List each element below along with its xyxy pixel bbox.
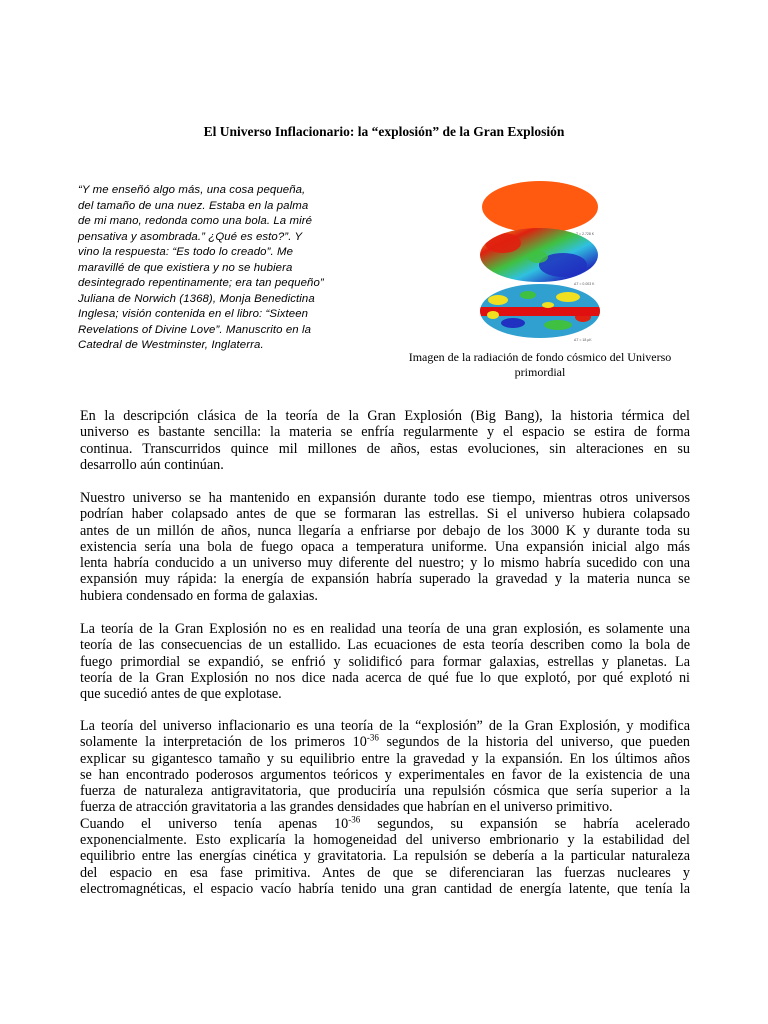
text-line: La teoría de la Gran Explosión no es en realidad una teoría de una gran explosión, es solamente una: [80, 621, 690, 637]
quote-line: Inglesa; visión contenida en el libro: “Sixteen: [78, 308, 309, 320]
text-line: continua. Transcurridos quince mil millones de años, estas evoluciones, sin alteraciones en su: [80, 440, 690, 457]
temp-label: ΔT = 18 µK: [574, 338, 592, 342]
text-line: fuego primordial se expandió, se enfrió y solidificó para formar galaxias, estrellas y planetas. La: [80, 653, 690, 670]
quote-line: Catedral de Westminster, Inglaterra.: [78, 339, 264, 351]
quote-line: del tamaño de una nuez. Estaba en la palma: [78, 199, 309, 212]
paragraph-2: [80, 490, 690, 604]
caption-line: primordial: [514, 365, 566, 379]
paragraph-1: [80, 408, 690, 473]
text-line: antes de un millón de años, nunca llegaría a enfriarse por debajo de los 3000 K y durante toda su: [80, 522, 690, 539]
text-line: universo es bastante sencilla: la materia se enfría regularmente y el espacio se estira de forma: [80, 424, 690, 441]
text-line: existencia sería una bola de fuego opaca a temperatura uniforme. Una expansión inicial algo más: [80, 538, 690, 555]
quote-line: Juliana de Norwich (1368), Monja Benedictina: [78, 292, 315, 305]
text-line: exponencialmente. Esto explicaría la homogeneidad del universo embrionario y la estabilidad del: [80, 832, 690, 849]
text-line: que sucedió antes de que explotase.: [80, 686, 282, 703]
text-line: lenta habría conducido a un universo muy diferente del nuestro; y lo mismo habría sucedido con una: [80, 555, 690, 572]
quote-line: de mi mano, redonda como una bola. La miré: [78, 215, 313, 227]
text-line: La teoría del universo inflacionario es una teoría de la “explosión” de la Gran Explosión, y modifica: [80, 718, 690, 734]
text-line: En la descripción clásica de la teoría de la Gran Explosión (Big Bang), la historia térmica del: [80, 408, 690, 424]
quote-line: desintegrado repentinamente; era tan pequeño”: [78, 277, 324, 289]
text-line: explicar su gigantesco tamaño y su equilibrio entre la gravedad y la expansión. En los últimos años: [80, 750, 690, 767]
text-line: Nuestro universo se ha mantenido en expansión durante todo ese tiempo, mientras otros universos: [80, 490, 690, 506]
quote-line: pensativa y asombrada.” ¿Qué es esto?”. Y: [78, 230, 303, 243]
text-line: fuerza de naturaleza antigravitatoria, que produciría una repulsión cósmica que sería superior a la: [80, 783, 690, 800]
quote-line: “Y me enseñó algo más, una cosa pequeña,: [78, 184, 306, 196]
text-line: desarrollo aún continúan.: [80, 456, 224, 473]
text-line: del espacio en esa fase primitiva. Antes de que se diferenciaran las fuerzas nucleares y: [80, 864, 690, 881]
uniform-map: [482, 181, 598, 233]
exponent: -36: [366, 732, 379, 743]
figure-caption: [380, 350, 700, 380]
epigraph-quote: [78, 183, 340, 354]
quote-line: Revelations of Divine Love”. Manuscrito en la: [78, 323, 312, 336]
quote-line: vino la respuesta: “Es todo lo creado”. Me: [78, 246, 294, 258]
text-line: se han encontrado poderosos argumentos teóricos y experimentales en favor de la existencia de una: [80, 766, 690, 783]
paragraph-4: [80, 718, 690, 897]
anisotropy-map: [478, 283, 604, 343]
text-line: teoría de la Gran Explosión no nos dice nada acerca de qué fue lo que explotó, por qué explotó ni: [80, 669, 690, 686]
text-line-with-exponent: [80, 734, 690, 750]
caption-line: Imagen de la radiación de fondo cósmico del Universo: [408, 350, 672, 364]
quote-line: maravillé de que existiera y no se hubiera: [78, 261, 293, 274]
text-line: equilibrio entre las energías cinética y gravitatoria. La repulsión se debería a la particular naturaleza: [80, 848, 690, 865]
text-line: expansión muy rápida: la energía de expansión habría superado la gravedad y la materia nunca se: [80, 571, 690, 588]
exponent: -36: [348, 814, 361, 825]
text-fragment: segundos, su expansión se habría acelerado: [360, 815, 690, 832]
text-line: teoría de las consecuencias de un estallido. Las ecuaciones de esta teoría describen como la bola de: [80, 637, 690, 654]
temp-label: T = 2.728 K: [576, 232, 595, 236]
text-line: fuerza de atracción gravitatoria a las grandes densidades que habrían en el universo primitivo.: [80, 799, 613, 816]
text-fragment: Cuando el universo tenía apenas 10: [80, 815, 349, 832]
text-line: electromagnéticas, el espacio vacío habría tenido una gran cantidad de energía latente, que tenía la: [80, 880, 690, 897]
text-line-with-exponent: [80, 816, 690, 832]
text-fragment: solamente la interpretación de los primeros 10: [80, 734, 367, 751]
paragraph-3: [80, 621, 690, 702]
cmb-figure: [478, 165, 604, 343]
text-line: podrían haber colapsado antes de que se formaran las estrellas. Si el universo hubiera colapsado: [80, 506, 690, 523]
temp-label: ΔT = 0.003 K: [574, 282, 595, 286]
text-line: hubiera condensado en forma de galaxias.: [80, 587, 318, 604]
text-fragment: segundos de la historia del universo, que pueden: [378, 734, 691, 751]
document-title: El Universo Inflacionario: la “explosión” de la Gran Explosión: [203, 124, 565, 139]
